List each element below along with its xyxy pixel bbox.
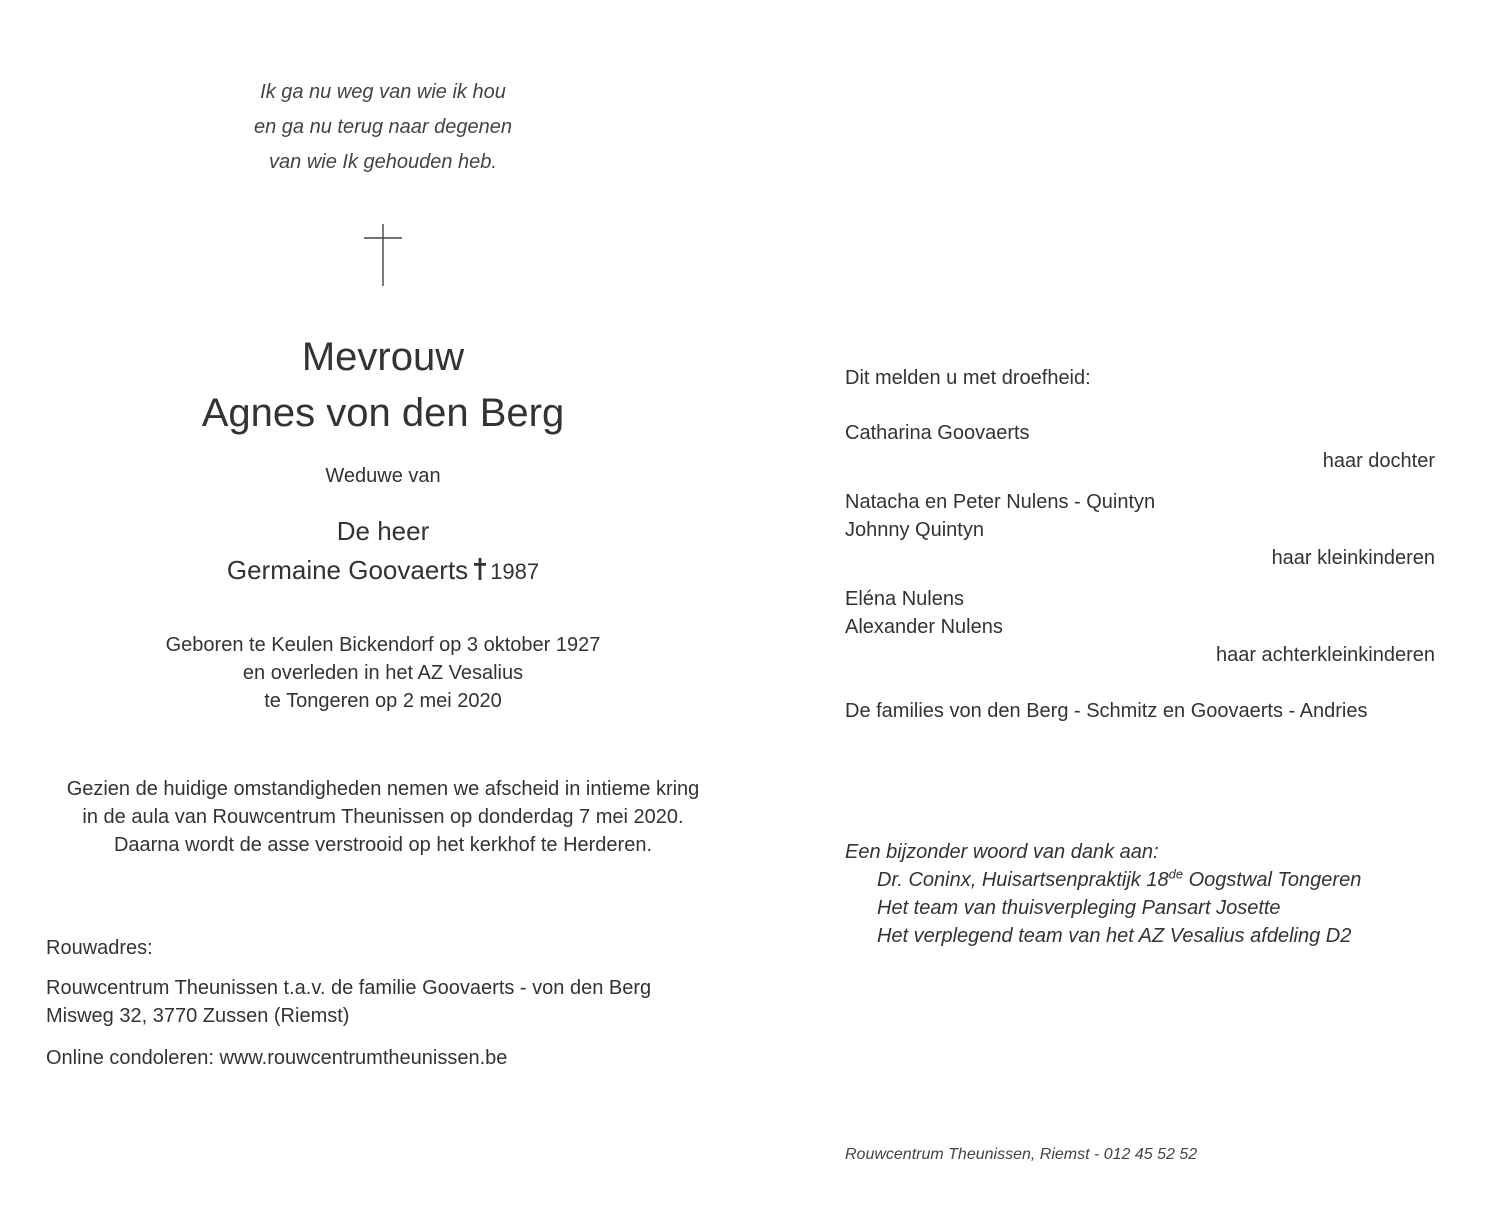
deceased-title: Mevrouw	[301, 335, 465, 379]
greatgrandchild-2: Alexander Nulens	[845, 616, 1003, 638]
address-line-1: Rouwcentrum Theunissen t.a.v. de familie Goovaerts - von den Berg	[46, 977, 652, 999]
online-condolence: Online condoleren: www.rouwcentrumtheunissen.be	[46, 1047, 508, 1069]
death-line-2: te Tongeren op 2 mei 2020	[264, 690, 502, 712]
poem-line-1: Ik ga nu weg van wie ik hou	[260, 81, 506, 103]
greatgrandchild-1: Eléna Nulens	[845, 588, 964, 610]
spouse-name: Germaine Goovaerts	[226, 555, 469, 585]
deceased-name: Agnes von den Berg	[201, 391, 565, 435]
spouse-title: De heer	[336, 516, 430, 546]
daughter-label: haar dochter	[1322, 450, 1435, 472]
address-label: Rouwadres:	[46, 937, 153, 959]
cross-icon	[363, 224, 403, 288]
spouse-line	[133, 557, 633, 583]
poem-line-2: en ga nu terug naar degenen	[254, 116, 512, 138]
grandchildren-label: haar kleinkinderen	[1271, 547, 1435, 569]
thanks-line-3: Het verplegend team van het AZ Vesalius afdeling D2	[877, 925, 1352, 947]
ceremony-line-3: Daarna wordt de asse verstrooid op het kerkhof te Herderen.	[113, 834, 653, 856]
address-line-2: Misweg 32, 3770 Zussen (Riemst)	[46, 1005, 350, 1027]
ceremony-line-1: Gezien de huidige omstandigheden nemen we afscheid in intieme kring	[66, 778, 700, 800]
poem-line-3: van wie Ik gehouden heb.	[269, 151, 497, 173]
thanks-line-1	[877, 866, 1362, 891]
spouse-death-year: 1987	[490, 559, 540, 584]
grandchild-2: Johnny Quintyn	[845, 519, 984, 541]
families-line: De families von den Berg - Schmitz en Goovaerts - Andries	[845, 700, 1368, 722]
daughter-name: Catharina Goovaerts	[845, 422, 1030, 444]
thanks-line-1-sup: de	[1168, 866, 1184, 882]
relation-label: Weduwe van	[325, 465, 441, 487]
dagger-icon	[474, 558, 486, 580]
grandchild-1: Natacha en Peter Nulens - Quintyn	[845, 491, 1156, 513]
thanks-line-1-post: Oogstwal Tongeren	[1183, 869, 1362, 891]
announcement-intro: Dit melden u met droefheid:	[845, 367, 1091, 389]
death-line-1: en overleden in het AZ Vesalius	[242, 662, 524, 684]
footer: Rouwcentrum Theunissen, Riemst - 012 45 52 52	[845, 1146, 1198, 1163]
greatgrandchildren-label: haar achterkleinkinderen	[1215, 644, 1435, 666]
birth-line: Geboren te Keulen Bickendorf op 3 oktober 1927	[165, 634, 601, 656]
ceremony-line-2: in de aula van Rouwcentrum Theunissen op donderdag 7 mei 2020.	[82, 806, 684, 828]
thanks-line-1-pre: Dr. Coninx, Huisartsenpraktijk 18	[877, 869, 1169, 891]
thanks-line-2: Het team van thuisverpleging Pansart Josette	[877, 897, 1281, 919]
thanks-intro: Een bijzonder woord van dank aan:	[845, 841, 1159, 863]
